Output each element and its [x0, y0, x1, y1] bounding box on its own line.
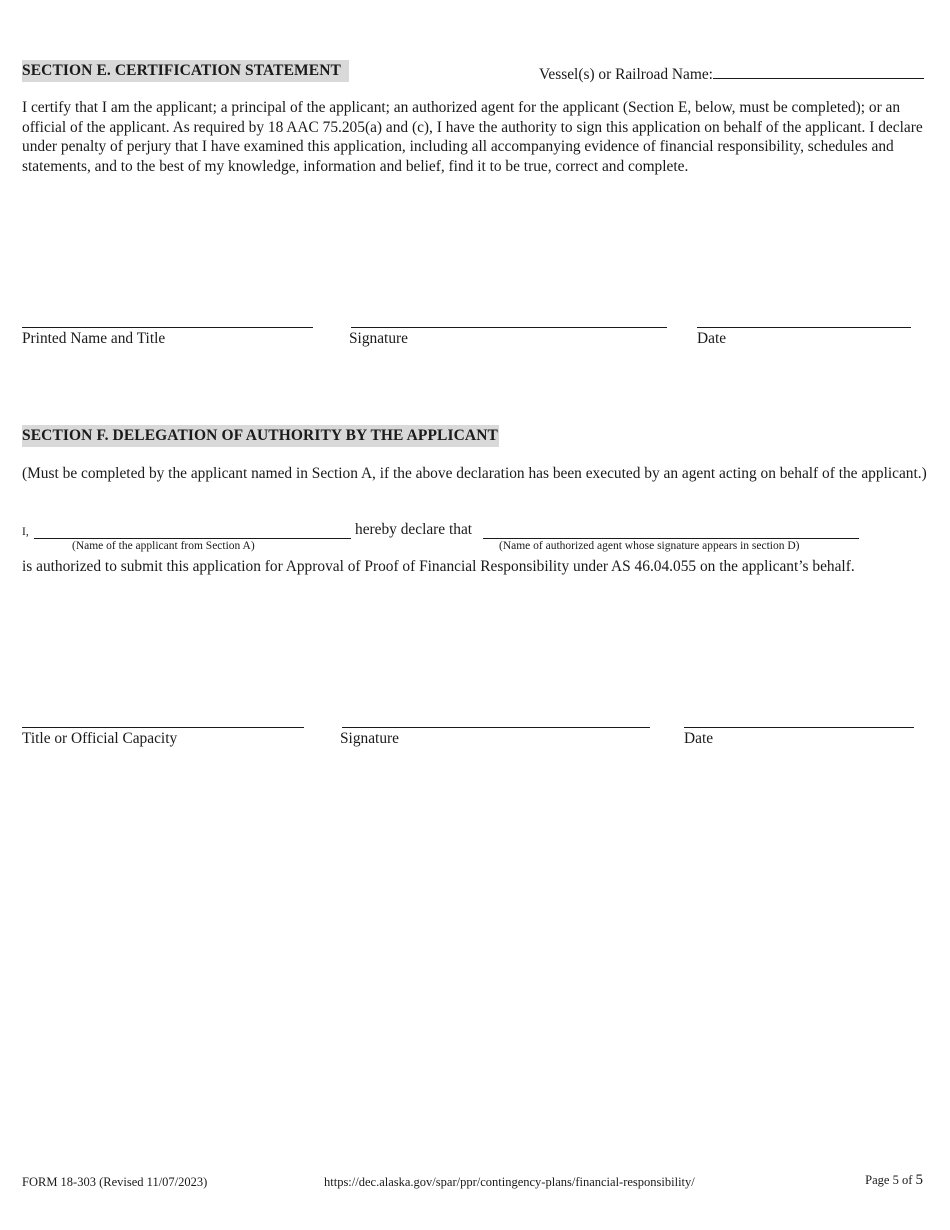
signature-label-e: Signature	[349, 330, 408, 347]
title-capacity-label: Title or Official Capacity	[22, 730, 178, 747]
signature-field-f[interactable]	[342, 709, 650, 728]
certification-statement: I certify that I am the applicant; a principal of the applicant; an authorized agent for the applicant (Section E, below, must be completed); or an official of the applicant. As required by 18 AAC 75.205(a) and (c), I have the authority to sign this application on behalf of the applicant. I declare under penalty of perjury that I have examined this application, including all accompanying evidence of financial responsibility, schedules and statements, and to the best of my knowledge, information and belief, find it to be true, correct and complete.	[22, 99, 923, 175]
printed-name-label: Printed Name and Title	[22, 330, 166, 347]
vessel-name-label: Vessel(s) or Railroad Name:	[539, 66, 713, 83]
vessel-name-field[interactable]	[713, 61, 924, 79]
declaration-row	[22, 520, 928, 540]
applicant-name-hint: (Name of the applicant from Section A)	[72, 540, 255, 552]
title-capacity-field[interactable]	[22, 709, 304, 728]
vessel-name-row	[539, 61, 924, 85]
agent-name-field[interactable]	[483, 520, 859, 539]
authorization-text: is authorized to submit this application for Approval of Proof of Financial Responsibility under AS 46.04.055 on the applicant’s behalf.	[22, 558, 855, 575]
hereby-declare-text: hereby declare that	[355, 521, 473, 538]
date-field-e[interactable]	[697, 309, 911, 328]
printed-name-field[interactable]	[22, 309, 313, 328]
date-label-e: Date	[697, 330, 727, 347]
page-number	[865, 1172, 923, 1188]
page-total: 5	[915, 1172, 923, 1188]
applicant-name-field[interactable]	[34, 520, 351, 539]
date-label-f: Date	[684, 730, 714, 747]
signature-field-e[interactable]	[351, 309, 667, 328]
footer-url[interactable]: https://dec.alaska.gov/spar/ppr/contingency-plans/financial-responsibility/	[324, 1175, 695, 1189]
signature-label-f: Signature	[340, 730, 399, 747]
section-f-instructions: (Must be completed by the applicant named in Section A, if the above declaration has been executed by an agent acting on behalf of the applicant.)	[22, 465, 927, 482]
page-number-prefix: Page 5 of	[865, 1173, 913, 1187]
date-field-f[interactable]	[684, 709, 914, 728]
section-f-header: SECTION F. DELEGATION OF AUTHORITY BY THE APPLICANT	[22, 425, 499, 447]
agent-name-hint: (Name of authorized agent whose signature appears in section D)	[499, 540, 800, 552]
section-e-header: SECTION E. CERTIFICATION STATEMENT	[22, 60, 349, 82]
declaration-prefix: I,	[22, 526, 29, 538]
form-id: FORM 18-303 (Revised 11/07/2023)	[22, 1175, 208, 1189]
